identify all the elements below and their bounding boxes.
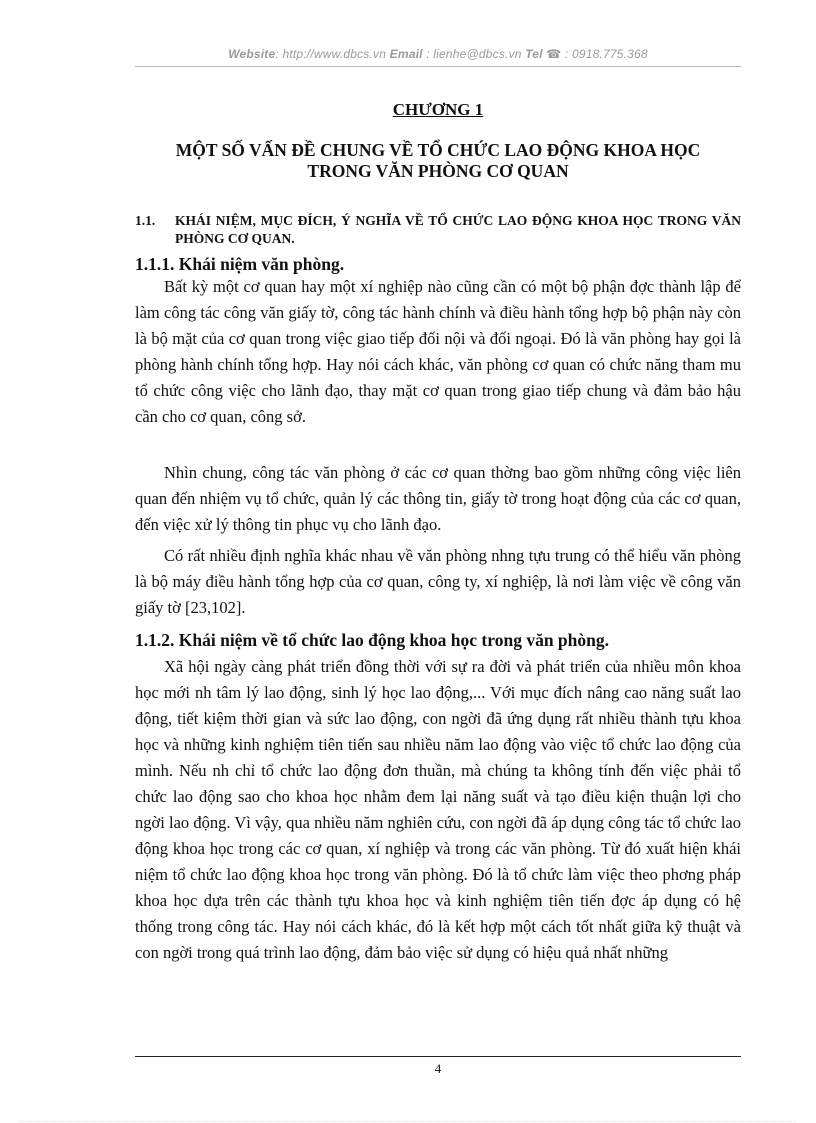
tel-value: ☎ : 0918.775.368 bbox=[546, 47, 648, 61]
page-number: 4 bbox=[434, 1061, 442, 1076]
section-1-1-2-heading: 1.1.2. Khái niệm về tổ chức lao động khoa học trong văn phòng. bbox=[135, 630, 609, 650]
section-1-1-title: KHÁI NIỆM, MỤC ĐÍCH, Ý NGHĨA VỀ TỔ CHỨC LAO ĐỘNG KHOA HỌC TRONG VĂN PHÒNG CƠ QUAN. bbox=[175, 213, 741, 246]
section-1-1-heading bbox=[135, 212, 741, 248]
paragraph: Có rất nhiều định nghĩa khác nhau về văn phòng nhng tựu trung có thể hiểu văn phòng là bộ máy điều hành tổng hợp của cơ quan, công ty, xí nghiệp, là nơi làm việc về công văn giấy tờ [23,102]. bbox=[135, 546, 741, 617]
page-header bbox=[135, 47, 741, 61]
title-line-2: TRONG VĂN PHÒNG CƠ QUAN bbox=[307, 161, 569, 181]
paragraph: Bất kỳ một cơ quan hay một xí nghiệp nào cũng cần có một bộ phận đợc thành lập để làm công tác công văn giấy tờ, công tác hành chính và điều hành tổng hợp bộ phận này còn là bộ mặt của cơ quan trong việc giao tiếp đối nội và đối ngoại. Đó là văn phòng hay gọi là phòng hành chính tổng hợp. Hay nói cách khác, văn phòng cơ quan có chức năng tham mu tổ chức công việc cho lãnh đạo, thay mặt cơ quan trong giao tiếp chung và đảm bảo hậu cần cho cơ quan, công sở. bbox=[135, 277, 741, 426]
page-edge bbox=[20, 1121, 796, 1122]
document-title bbox=[135, 140, 741, 182]
paragraph: Nhìn chung, công tác văn phòng ở các cơ quan thờng bao gồm những công việc liên quan đến nhiệm vụ tổ chức, quản lý các thông tin, giấy tờ trong hoạt động của các cơ quan, đến việc xử lý thông tin phục vụ cho lãnh đạo. bbox=[135, 463, 741, 534]
section-1-1-number: 1.1. bbox=[135, 213, 156, 228]
title-line-1: MỘT SỐ VẤN ĐỀ CHUNG VỀ TỔ CHỨC LAO ĐỘNG KHOA HỌC bbox=[175, 140, 701, 160]
footer-divider bbox=[135, 1056, 741, 1057]
header-divider bbox=[135, 66, 741, 67]
tel-label: Tel bbox=[525, 47, 543, 61]
email-label: Email bbox=[389, 47, 423, 61]
website-label: Website bbox=[228, 47, 276, 61]
email-value: : lienhe@dbcs.vn bbox=[426, 47, 522, 61]
section-1-1-1-heading: 1.1.1. Khái niệm văn phòng. bbox=[135, 254, 345, 274]
paragraph: Xã hội ngày càng phát triển đồng thời với sự ra đời và phát triển của nhiều môn khoa học mới nh tâm lý lao động, sinh lý học lao động,... Với mục đích nâng cao năng suất lao động, tiết kiệm thời gian và sức lao động, con ngời đã ứng dụng rất nhiều thành tựu khoa học và những kinh nghiệm tiên tiến sau nhiều năm lao động vào việc tổ chức lao động của mình. Nếu nh chỉ tổ chức lao động đơn thuần, mà chúng ta không tính đến việc phải tổ chức lao động sao cho khoa học nhằm đem lại năng suất và tạo điều kiện thuận lợi cho ngời lao động. Vì vậy, qua nhiều năm nghiên cứu, con ngời đã áp dụng công tác tổ chức lao động khoa học trong các cơ quan, xí nghiệp và trong các văn phòng. Từ đó xuất hiện khái niệm tổ chức lao động khoa học trong văn phòng. Đó là tổ chức làm việc theo phơng pháp khoa học dựa trên các thành tựu khoa học và kinh nghiệm tiên tiến đợc áp dụng có hệ thống trong công tác. Hay nói cách khác, đó là kết hợp một cách tốt nhất giữa kỹ thuật và con ngời trong quá trình lao động, đảm bảo việc sử dụng có hiệu quả nhất những bbox=[135, 657, 741, 962]
website-value: : http://www.dbcs.vn bbox=[275, 47, 387, 61]
chapter-title: CHƯƠNG 1 bbox=[392, 100, 484, 119]
